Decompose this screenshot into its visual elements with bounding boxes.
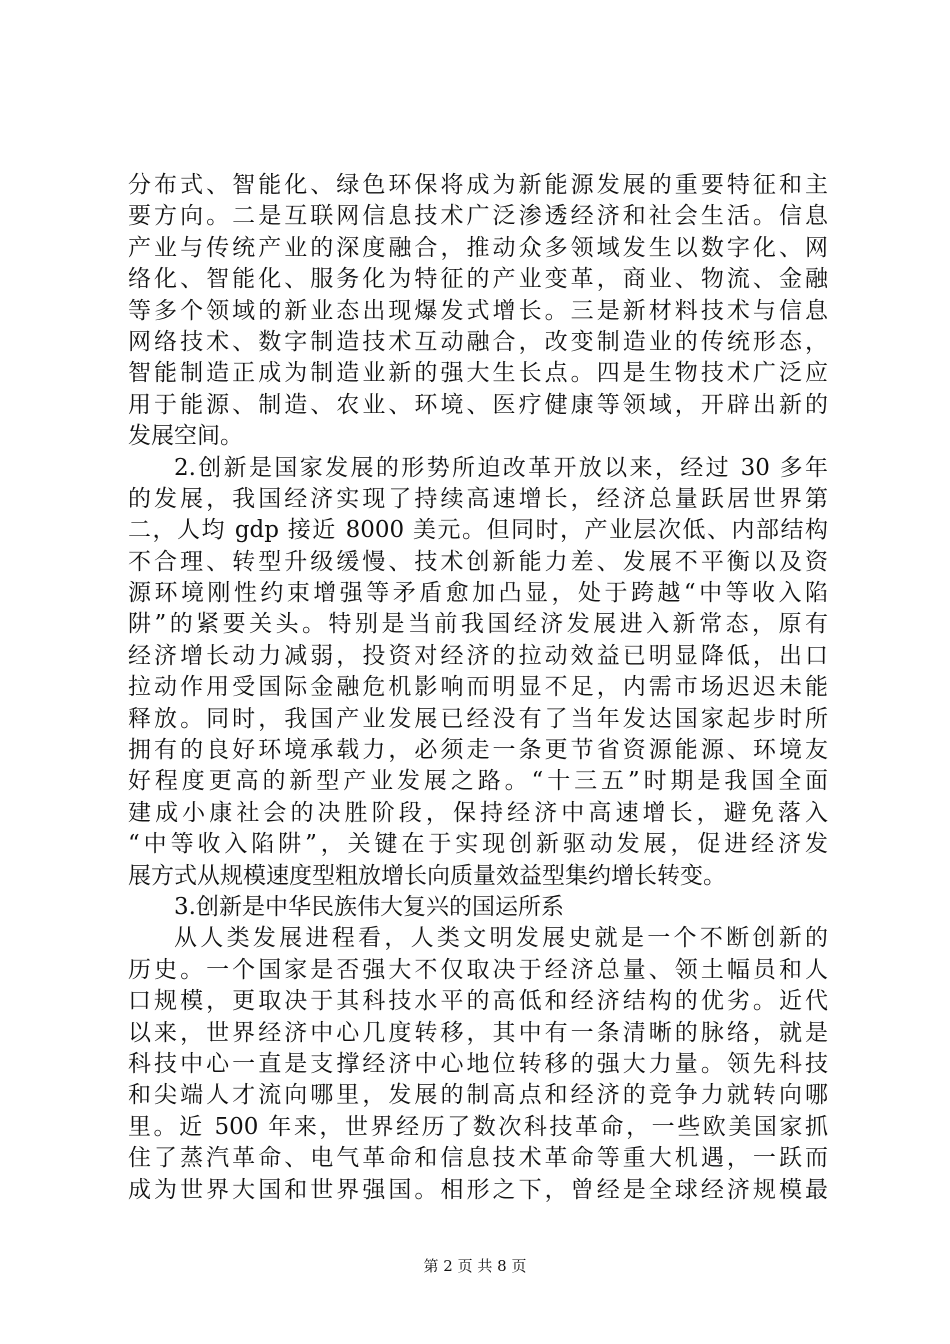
text-line: 智能制造正成为制造业新的强大生长点。四是生物技术广泛应 — [128, 360, 828, 387]
text-line: 住了蒸汽革命、电气革命和信息技术革命等重大机遇，一跃而 — [128, 1145, 828, 1172]
text-line: 以来，世界经济中心几度转移，其中有一条清晰的脉络，就是 — [128, 1019, 828, 1046]
text-line: 释放。同时，我国产业发展已经没有了当年发达国家起步时所 — [128, 705, 828, 732]
text-line: 等多个领域的新业态出现爆发式增长。三是新材料技术与信息 — [128, 297, 828, 324]
text-line: 口规模，更取决于其科技水平的高低和经济结构的优劣。近代 — [128, 988, 828, 1015]
text-line: 和尖端人才流向哪里，发展的制高点和经济的竞争力就转向哪 — [128, 1082, 828, 1109]
text-line: 从人类发展进程看，人类文明发展史就是一个不断创新的 — [174, 925, 828, 952]
text-line: 建成小康社会的决胜阶段，保持经济中高速增长，避免落入 — [128, 799, 828, 826]
text-line: 阱”的紧要关头。特别是当前我国经济发展进入新常态，原有 — [128, 611, 828, 638]
text-line: 二，人均 gdp 接近 8000 美元。但同时，产业层次低、内部结构 — [128, 517, 828, 544]
section-heading-line: 2.创新是国家发展的形势所迫改革开放以来，经过 30 多年 — [174, 454, 828, 481]
text-line: 的发展，我国经济实现了持续高速增长，经济总量跃居世界第 — [128, 485, 828, 512]
text-line: 里。近 500 年来，世界经历了数次科技革命，一些欧美国家抓 — [128, 1113, 828, 1140]
text-line: 科技中心一直是支撑经济中心地位转移的强大力量。领先科技 — [128, 1050, 828, 1077]
text-line: 展方式从规模速度型粗放增长向质量效益型集约增长转变。 — [128, 862, 726, 889]
text-line: 经济增长动力减弱，投资对经济的拉动效益已明显降低，出口 — [128, 642, 828, 669]
text-line: 络化、智能化、服务化为特征的产业变革，商业、物流、金融 — [128, 266, 828, 293]
section-heading: 3.创新是中华民族伟大复兴的国运所系 — [174, 893, 564, 920]
text-line: 产业与传统产业的深度融合，推动众多领域发生以数字化、网 — [128, 234, 828, 261]
text-line: 历史。一个国家是否强大不仅取决于经济总量、领土幅员和人 — [128, 956, 828, 983]
text-line: 拉动作用受国际金融危机影响而明显不足，内需市场迟迟未能 — [128, 674, 828, 701]
text-line: 发展空间。 — [128, 423, 243, 450]
text-line: 用于能源、制造、农业、环境、医疗健康等领域，开辟出新的 — [128, 391, 828, 418]
text-line: 分布式、智能化、绿色环保将成为新能源发展的重要特征和主 — [128, 172, 828, 198]
text-line: “中等收入陷阱”，关键在于实现创新驱动发展，促进经济发 — [128, 831, 828, 858]
page-footer: 第 2 页 共 8 页 — [423, 1257, 527, 1275]
text-line: 不合理、转型升级缓慢、技术创新能力差、发展不平衡以及资 — [128, 548, 828, 575]
text-line: 网络技术、数字制造技术互动融合，改变制造业的传统形态， — [128, 328, 828, 355]
text-line: 源环境刚性约束增强等矛盾愈加凸显，处于跨越“中等收入陷 — [128, 580, 828, 607]
document-body — [128, 170, 828, 1206]
text-line: 好程度更高的新型产业发展之路。“十三五”时期是我国全面 — [128, 768, 828, 795]
text-line: 成为世界大国和世界强国。相形之下，曾经是全球经济规模最 — [128, 1176, 828, 1203]
text-line: 拥有的良好环境承载力，必须走一条更节省资源能源、环境友 — [128, 737, 828, 764]
text-line: 要方向。二是互联网信息技术广泛渗透经济和社会生活。信息 — [128, 203, 828, 230]
